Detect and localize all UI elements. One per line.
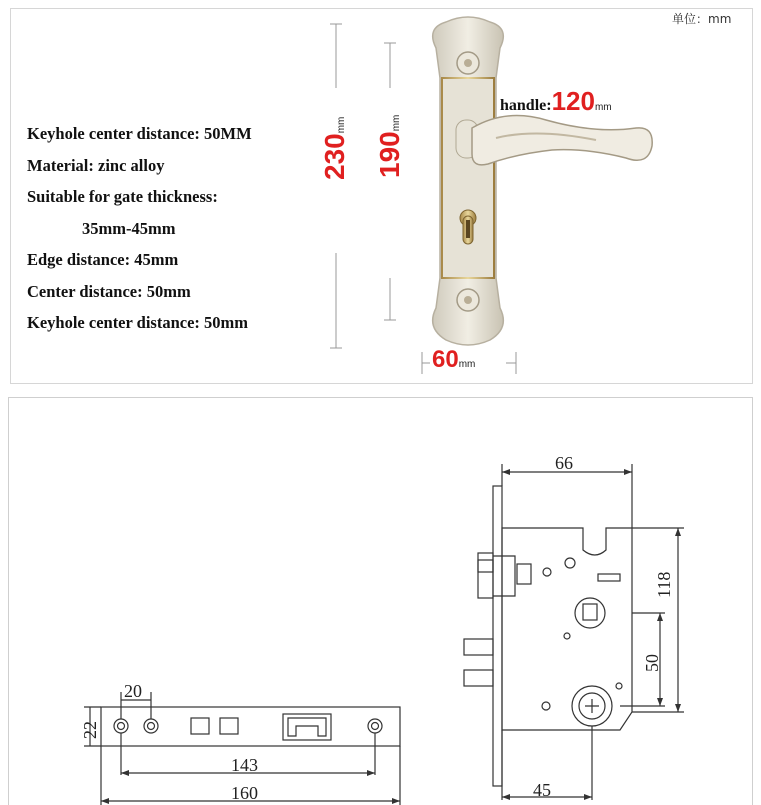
spec-edge-distance: Edge distance: 45mm — [27, 250, 179, 269]
spec-gate-thickness-range: 35mm-45mm — [82, 218, 176, 238]
handle-length-value: 120 — [551, 86, 595, 116]
width-unit: mm — [458, 359, 476, 370]
dim-center-distance: 50 — [642, 654, 662, 672]
handle-length-unit: mm — [594, 102, 612, 113]
height-total-unit: mm — [336, 116, 347, 134]
dim-strike-length: 160 — [231, 783, 258, 803]
dim-strike-pitch: 20 — [124, 681, 142, 701]
lock-face-plate — [493, 486, 502, 786]
height-total-value: 230 — [319, 133, 350, 180]
spindle-hub — [575, 598, 605, 628]
dim-backset: 45 — [533, 780, 551, 800]
width-value: 60 — [432, 346, 459, 373]
dim-strike-hole-span: 143 — [231, 755, 258, 775]
dim-lock-width: 66 — [555, 453, 573, 473]
spec-keyhole-center-2: Keyhole center distance: 50mm — [27, 313, 249, 332]
spec-center-distance: Center distance: 50mm — [27, 281, 191, 301]
spec-gate-thickness: Suitable for gate thickness: — [27, 187, 218, 206]
spec-keyhole-center: Keyhole center distance: 50MM — [27, 124, 252, 143]
handle-label-text: handle: — [500, 97, 552, 114]
height-inner-unit: mm — [391, 114, 402, 132]
unit-note: 单位：mm — [672, 12, 732, 26]
dim-lock-height: 118 — [654, 571, 674, 598]
height-inner-value: 190 — [374, 131, 405, 178]
dim-strike-height: 22 — [80, 721, 100, 739]
spec-material: Material: zinc alloy — [27, 155, 165, 175]
strike-plate — [101, 707, 400, 746]
